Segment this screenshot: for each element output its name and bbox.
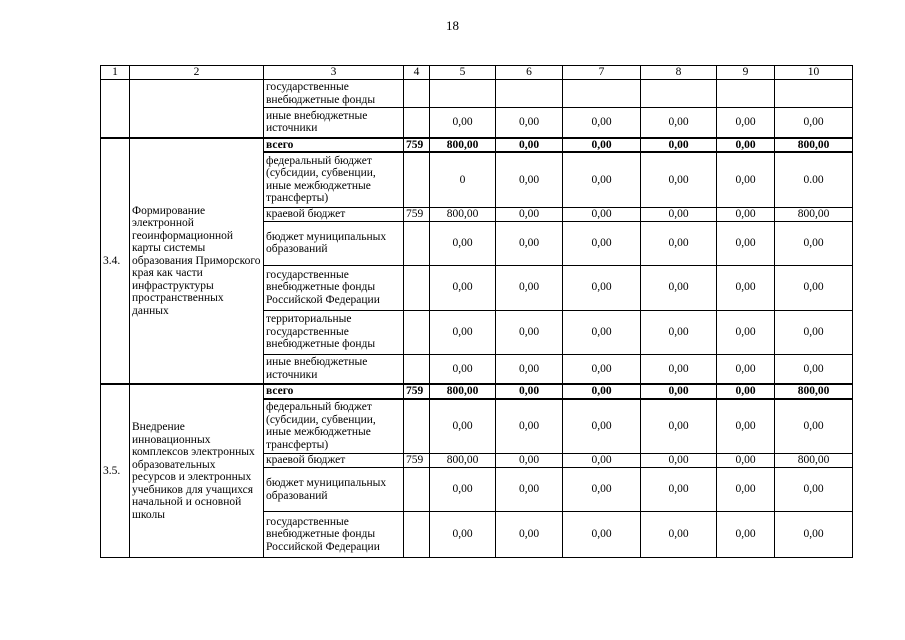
total-row	[101, 138, 853, 153]
amount-col-5: 0,00	[430, 221, 496, 265]
amount-col-10: 800,00	[775, 207, 853, 221]
amount-col-5: 800,00	[430, 207, 496, 221]
amount-col-8: 0,00	[641, 468, 717, 512]
amount-col-10: 800,00	[775, 138, 853, 153]
budget-code	[404, 399, 430, 454]
column-number-9: 9	[717, 66, 775, 80]
amount-col-9: 0,00	[717, 512, 775, 558]
funding-source: краевой бюджет	[264, 454, 404, 468]
amount-col-6: 0,00	[496, 468, 563, 512]
amount-col-8: 0,00	[641, 454, 717, 468]
section-index-cell	[101, 80, 130, 138]
amount-col-8: 0,00	[641, 138, 717, 153]
amount-col-7	[563, 80, 641, 108]
amount-col-6	[496, 80, 563, 108]
amount-col-10: 0,00	[775, 468, 853, 512]
amount-col-10: 0,00	[775, 310, 853, 354]
column-number-1: 1	[101, 66, 130, 80]
amount-col-7: 0,00	[563, 152, 641, 207]
amount-col-8: 0,00	[641, 265, 717, 310]
table-row	[101, 80, 853, 108]
amount-col-10: 800,00	[775, 454, 853, 468]
amount-col-8: 0,00	[641, 354, 717, 384]
budget-code	[404, 354, 430, 384]
amount-col-6: 0,00	[496, 108, 563, 138]
amount-col-6: 0,00	[496, 138, 563, 153]
amount-col-8: 0,00	[641, 152, 717, 207]
budget-table	[100, 65, 853, 558]
budget-code	[404, 221, 430, 265]
amount-col-9: 0,00	[717, 221, 775, 265]
amount-col-5: 0,00	[430, 265, 496, 310]
amount-col-10: 0,00	[775, 108, 853, 138]
amount-col-6: 0,00	[496, 399, 563, 454]
amount-col-9: 0,00	[717, 138, 775, 153]
column-number-5: 5	[430, 66, 496, 80]
funding-source: территориальные государственные внебюджетные фонды	[264, 310, 404, 354]
amount-col-8: 0,00	[641, 108, 717, 138]
amount-col-7: 0,00	[563, 138, 641, 153]
section-index: 3.4.	[101, 138, 130, 385]
amount-col-10: 0,00	[775, 221, 853, 265]
page-number: 18	[446, 18, 459, 33]
funding-source: краевой бюджет	[264, 207, 404, 221]
amount-col-6: 0,00	[496, 354, 563, 384]
total-row	[101, 384, 853, 399]
column-number-7: 7	[563, 66, 641, 80]
funding-source: всего	[264, 138, 404, 153]
amount-col-7: 0,00	[563, 108, 641, 138]
amount-col-10	[775, 80, 853, 108]
amount-col-6: 0,00	[496, 454, 563, 468]
amount-col-7: 0,00	[563, 207, 641, 221]
amount-col-9	[717, 80, 775, 108]
budget-code: 759	[404, 207, 430, 221]
amount-col-7: 0,00	[563, 468, 641, 512]
amount-col-5: 0,00	[430, 512, 496, 558]
column-number-2: 2	[130, 66, 264, 80]
amount-col-5: 0,00	[430, 399, 496, 454]
budget-code	[404, 108, 430, 138]
amount-col-5: 800,00	[430, 454, 496, 468]
amount-col-5: 0,00	[430, 108, 496, 138]
amount-col-7: 0,00	[563, 454, 641, 468]
amount-col-9: 0,00	[717, 265, 775, 310]
amount-col-7: 0,00	[563, 310, 641, 354]
column-number-3: 3	[264, 66, 404, 80]
column-number-4: 4	[404, 66, 430, 80]
amount-col-10: 0,00	[775, 512, 853, 558]
budget-code	[404, 265, 430, 310]
section-name-cell	[130, 80, 264, 138]
funding-source: иные внебюджетные источники	[264, 354, 404, 384]
amount-col-9: 0,00	[717, 207, 775, 221]
funding-source: всего	[264, 384, 404, 399]
amount-col-9: 0,00	[717, 152, 775, 207]
amount-col-7: 0,00	[563, 399, 641, 454]
amount-col-6: 0,00	[496, 310, 563, 354]
amount-col-9: 0,00	[717, 399, 775, 454]
amount-col-6: 0,00	[496, 207, 563, 221]
funding-source: государственные внебюджетные фонды Российской Федерации	[264, 265, 404, 310]
funding-source: бюджет муниципальных образований	[264, 221, 404, 265]
amount-col-6: 0,00	[496, 265, 563, 310]
amount-col-7: 0,00	[563, 221, 641, 265]
funding-source: федеральный бюджет (субсидии, субвенции, иные межбюджетные трансферты)	[264, 399, 404, 454]
amount-col-9: 0,00	[717, 384, 775, 399]
amount-col-5	[430, 80, 496, 108]
column-number-8: 8	[641, 66, 717, 80]
budget-code: 759	[404, 384, 430, 399]
funding-source: иные внебюджетные источники	[264, 108, 404, 138]
amount-col-10: 0.00	[775, 152, 853, 207]
section-index: 3.5.	[101, 384, 130, 558]
budget-code	[404, 310, 430, 354]
amount-col-9: 0,00	[717, 454, 775, 468]
funding-source: бюджет муниципальных образований	[264, 468, 404, 512]
amount-col-8	[641, 80, 717, 108]
amount-col-8: 0,00	[641, 310, 717, 354]
header-row	[101, 66, 853, 80]
amount-col-6: 0,00	[496, 221, 563, 265]
section-name: Внедрение инновационных комплексов электронных образовательных ресурсов и электронных учебников для учащихся начальной и основной школы	[130, 384, 264, 558]
amount-col-9: 0,00	[717, 108, 775, 138]
budget-code: 759	[404, 138, 430, 153]
budget-code	[404, 152, 430, 207]
amount-col-9: 0,00	[717, 354, 775, 384]
section-name: Формирование электронной геоинформационной карты системы образования Приморского края как части инфраструктуры пространственных данных	[130, 138, 264, 385]
amount-col-5: 800,00	[430, 138, 496, 153]
amount-col-9: 0,00	[717, 310, 775, 354]
amount-col-10: 0,00	[775, 265, 853, 310]
amount-col-6: 0,00	[496, 384, 563, 399]
amount-col-10: 0,00	[775, 354, 853, 384]
column-number-6: 6	[496, 66, 563, 80]
budget-code	[404, 80, 430, 108]
amount-col-8: 0,00	[641, 399, 717, 454]
budget-table-body	[101, 66, 853, 558]
amount-col-5: 0,00	[430, 310, 496, 354]
amount-col-10: 0,00	[775, 399, 853, 454]
budget-code	[404, 512, 430, 558]
amount-col-8: 0,00	[641, 384, 717, 399]
funding-source: федеральный бюджет (субсидии, субвенции, иные межбюджетные трансферты)	[264, 152, 404, 207]
amount-col-7: 0,00	[563, 354, 641, 384]
amount-col-7: 0,00	[563, 384, 641, 399]
funding-source: государственные внебюджетные фонды	[264, 80, 404, 108]
amount-col-7: 0,00	[563, 265, 641, 310]
funding-source: государственные внебюджетные фонды Российской Федерации	[264, 512, 404, 558]
amount-col-9: 0,00	[717, 468, 775, 512]
amount-col-10: 800,00	[775, 384, 853, 399]
budget-code: 759	[404, 454, 430, 468]
amount-col-5: 0,00	[430, 468, 496, 512]
amount-col-6: 0,00	[496, 152, 563, 207]
amount-col-8: 0,00	[641, 512, 717, 558]
amount-col-7: 0,00	[563, 512, 641, 558]
amount-col-8: 0,00	[641, 207, 717, 221]
amount-col-6: 0,00	[496, 512, 563, 558]
column-number-10: 10	[775, 66, 853, 80]
budget-code	[404, 468, 430, 512]
amount-col-5: 0,00	[430, 354, 496, 384]
amount-col-5: 800,00	[430, 384, 496, 399]
amount-col-5: 0	[430, 152, 496, 207]
amount-col-8: 0,00	[641, 221, 717, 265]
